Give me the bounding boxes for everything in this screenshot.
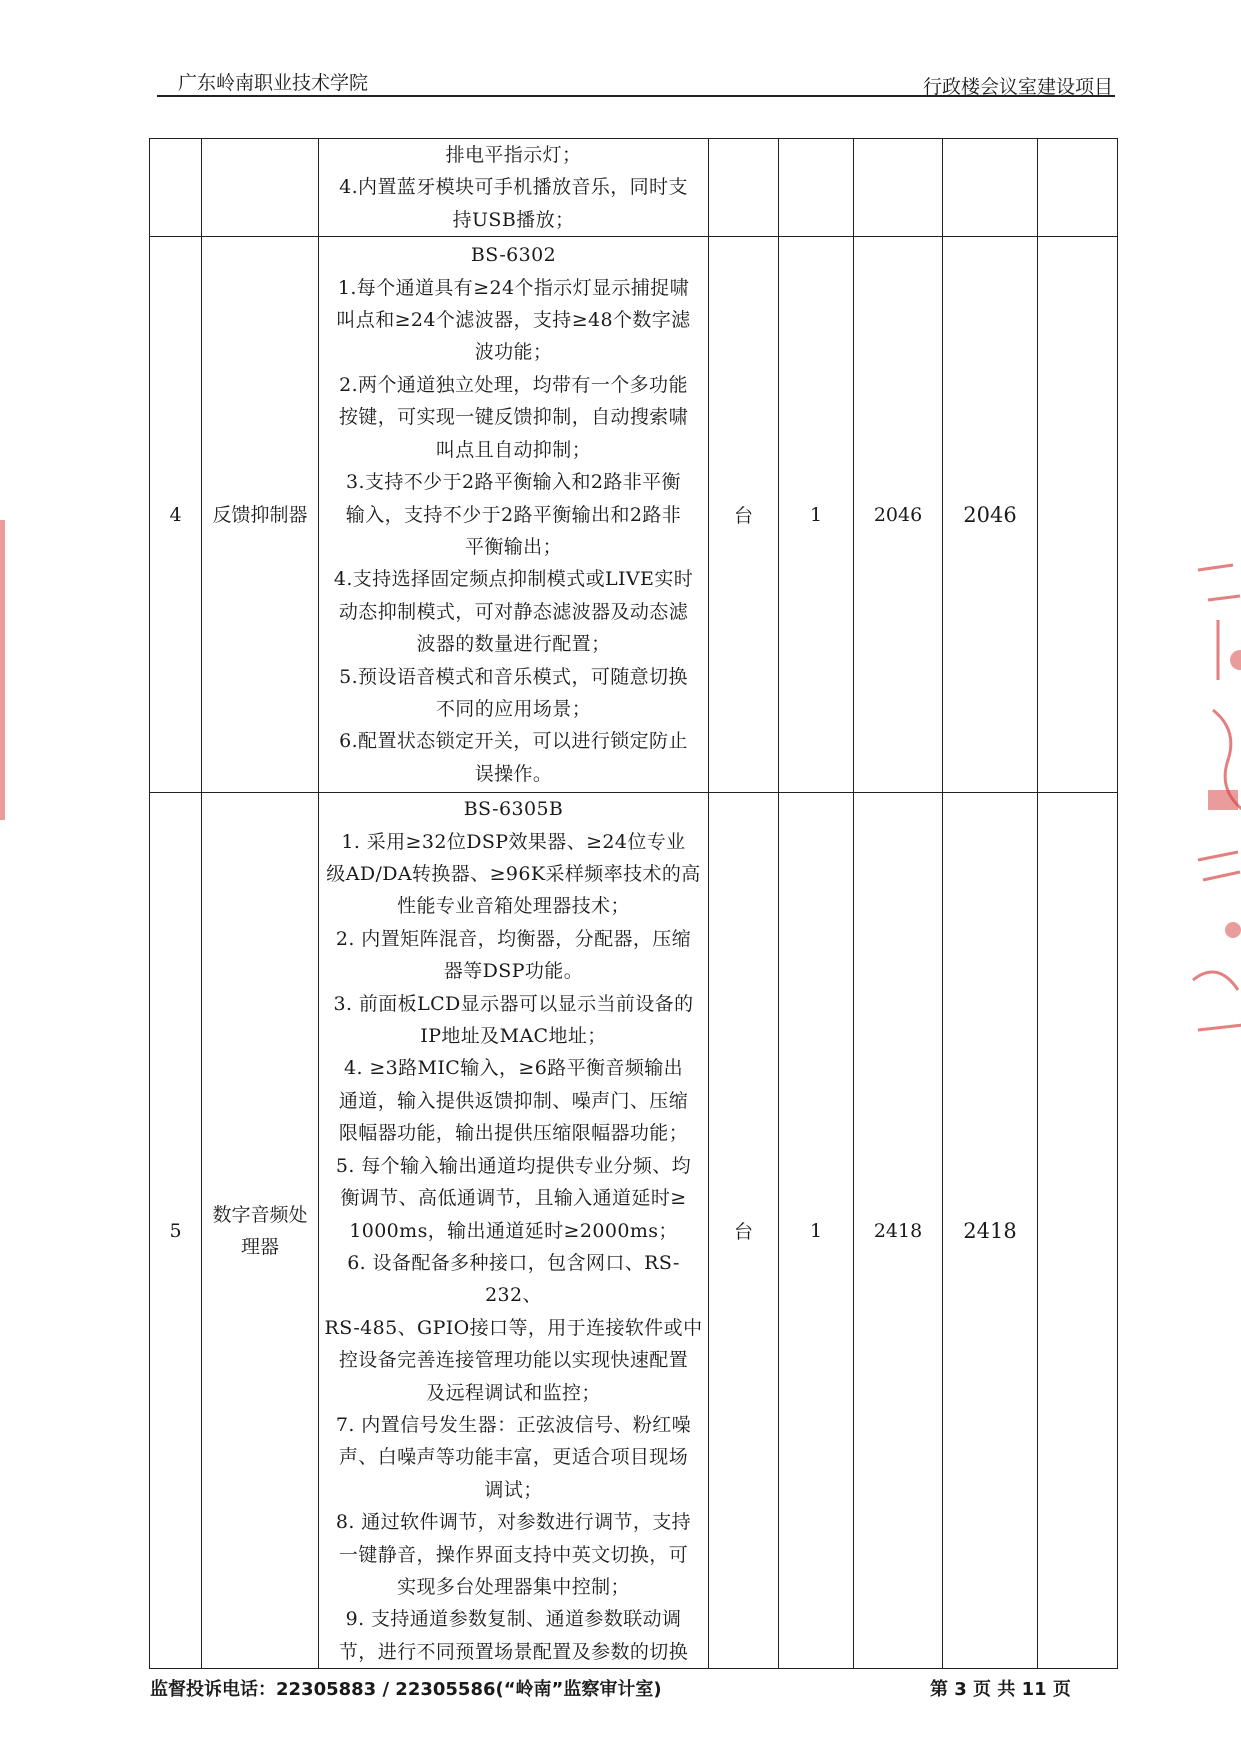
spec-line: 3. 前面板LCD显示器可以显示当前设备的 — [333, 992, 694, 1015]
spec-line: RS-485、GPIO接口等，用于连接软件或中 — [324, 1316, 703, 1339]
spec-table — [149, 138, 1118, 1669]
unit-price-cell: 2418 — [854, 793, 943, 1669]
spec-line: 3.支持不少于2路平衡输入和2路非平衡 — [346, 471, 681, 494]
spec-line: IP地址及MAC地址； — [420, 1025, 607, 1048]
row-number — [150, 139, 202, 237]
spec-line: 实现多台处理器集中控制； — [397, 1575, 630, 1598]
spec-line: 排电平指示灯； — [445, 144, 582, 166]
complaint-hotline: 监督投诉电话：22305883 / 22305586(“岭南”监察审计室) — [150, 1679, 662, 1700]
spec-line: 误操作。 — [474, 762, 553, 785]
spec-line: 衡调节、高低通调节，且输入通道延时≥ — [340, 1187, 687, 1210]
spec-line: 2. 内置矩阵混音，均衡器，分配器，压缩 — [335, 927, 692, 950]
total-price-cell: 2418 — [943, 793, 1038, 1669]
spec-line: 1000ms，输出通道延时≥2000ms； — [349, 1219, 678, 1242]
quantity-cell: 1 — [779, 793, 854, 1669]
spec-line: 4.内置蓝牙模块可手机播放音乐，同时支 — [339, 176, 688, 199]
unit-price-cell — [854, 139, 943, 237]
spec-line: BS-6305B — [463, 798, 564, 821]
remark-cell — [1038, 793, 1118, 1669]
total-price-cell — [943, 139, 1038, 237]
spec-line: 节，进行不同预置场景配置及参数的切换 — [338, 1640, 689, 1663]
table-row — [150, 793, 1118, 1669]
spec-line: 2.两个通道独立处理，均带有一个多功能 — [339, 373, 688, 396]
unit-cell: 台 — [709, 793, 779, 1669]
page-number: 第 3 页 共 11 页 — [930, 1679, 1071, 1700]
binding-seal-mark — [0, 520, 5, 820]
spec-description — [319, 237, 709, 793]
product-name — [202, 139, 319, 237]
spec-line: 8. 通过软件调节，对参数进行调节，支持 — [335, 1511, 692, 1534]
total-price-cell: 2046 — [943, 237, 1038, 793]
unit-cell — [709, 139, 779, 237]
spec-line: 叫点和≥24个滤波器，支持≥48个数字滤 — [336, 309, 691, 332]
spec-line: 及远程调试和监控； — [426, 1381, 601, 1404]
spec-line: 5.预设语音模式和音乐模式，可随意切换 — [339, 665, 688, 688]
quantity-cell — [779, 139, 854, 237]
unit-cell: 台 — [709, 237, 779, 793]
spec-line: 6. 设备配备多种接口，包含网口、RS-232、 — [347, 1251, 680, 1307]
red-seal-stamp — [1178, 560, 1241, 1080]
spec-line: 1.每个通道具有≥24个指示灯显示捕捉啸 — [337, 276, 690, 299]
spec-line: 输入，支持不少于2路平衡输出和2路非 — [345, 503, 682, 526]
spec-line: 动态抑制模式，可对静态滤波器及动态滤 — [338, 600, 689, 623]
header-institution: 广东岭南职业技术学院 — [178, 72, 369, 94]
spec-line: 平衡输出； — [464, 535, 562, 558]
header-rule — [157, 95, 1115, 97]
spec-line: 叫点且自动抑制； — [435, 438, 592, 461]
table-row — [150, 237, 1118, 793]
spec-line: 按键，可实现一键反馈抑制，自动搜索啸 — [338, 406, 689, 429]
product-name: 反馈抑制器 — [202, 237, 319, 793]
spec-line: 9. 支持通道参数复制、通道参数联动调 — [345, 1608, 682, 1631]
spec-line: 限幅器功能，输出提供压缩限幅器功能； — [338, 1122, 689, 1145]
spec-line: 级AD/DA转换器、≥96K采样频率技术的高 — [326, 863, 701, 886]
row-number: 4 — [150, 237, 202, 793]
spec-line: 控设备完善连接管理功能以实现快速配置 — [338, 1349, 689, 1372]
spec-line: BS-6302 — [470, 244, 557, 267]
spec-line: 6.配置状态锁定开关，可以进行锁定防止 — [339, 730, 688, 753]
header-project: 行政楼会议室建设项目 — [922, 76, 1113, 98]
spec-line: 声、白噪声等功能丰富，更适合项目现场 — [338, 1446, 689, 1469]
spec-line: 1. 采用≥32位DSP效果器、≥24位专业 — [341, 830, 686, 853]
remark-cell — [1038, 139, 1118, 237]
remark-cell — [1038, 237, 1118, 793]
spec-description — [319, 139, 709, 237]
spec-line: 通道，输入提供返馈抑制、噪声门、压缩 — [338, 1089, 689, 1112]
spec-line: 不同的应用场景； — [435, 697, 592, 720]
product-name: 数字音频处理器 — [202, 793, 319, 1669]
spec-line: 波器的数量进行配置； — [416, 633, 611, 656]
unit-price-cell: 2046 — [854, 237, 943, 793]
row-number: 5 — [150, 793, 202, 1669]
spec-description — [319, 793, 709, 1669]
table-row — [150, 139, 1118, 237]
quantity-cell: 1 — [779, 237, 854, 793]
spec-line: 一键静音，操作界面支持中英文切换，可 — [338, 1543, 689, 1566]
spec-line: 7. 内置信号发生器：正弦波信号、粉红噪 — [335, 1413, 692, 1436]
spec-line: 性能专业音箱处理器技术； — [397, 895, 630, 918]
spec-line: 5. 每个输入输出通道均提供专业分频、均 — [335, 1154, 692, 1177]
spec-line: 持USB播放； — [452, 208, 575, 231]
spec-line: 4.支持选择固定频点抑制模式或LIVE实时 — [333, 568, 694, 591]
spec-line: 调试； — [484, 1478, 543, 1501]
spec-line: 4. ≥3路MIC输入，≥6路平衡音频输出 — [343, 1057, 684, 1080]
spec-line: 器等DSP功能。 — [443, 960, 584, 983]
spec-line: 波功能； — [474, 341, 553, 364]
